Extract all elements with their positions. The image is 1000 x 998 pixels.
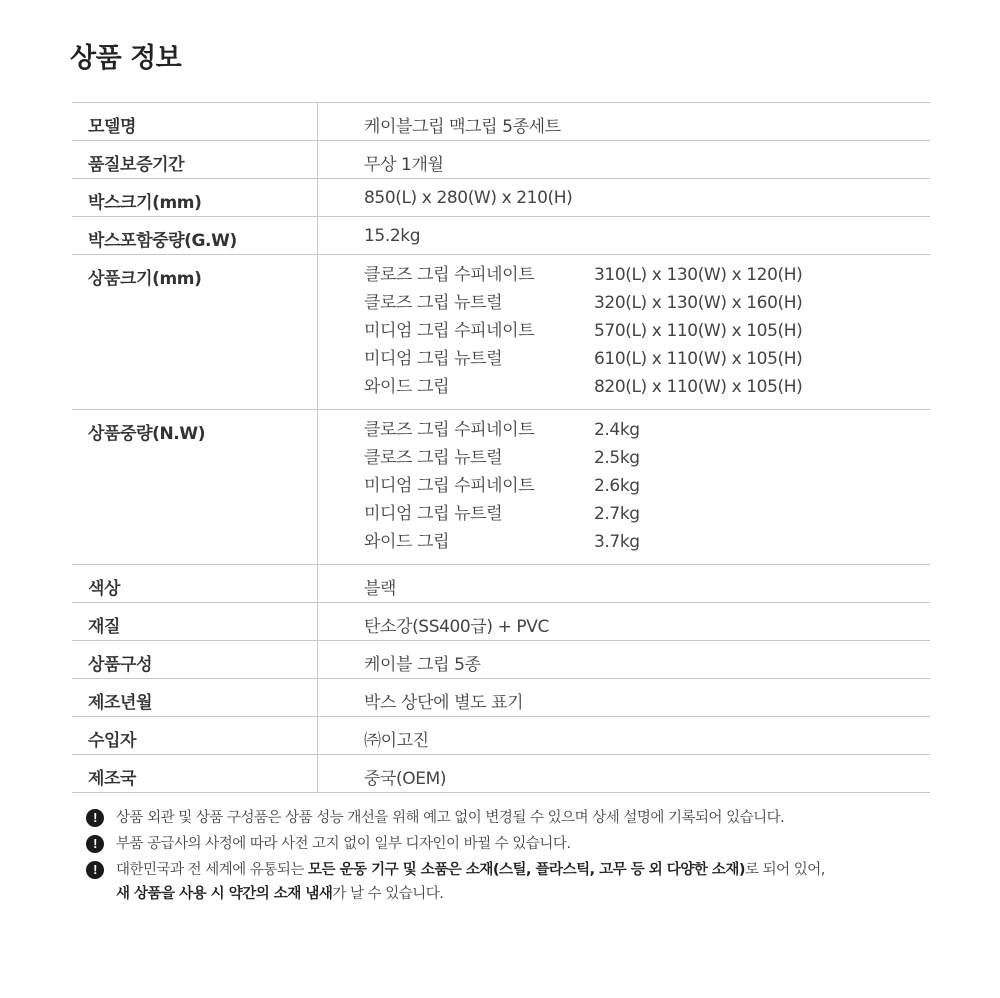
item-name: 미디엄 그립 뉴트럴 <box>364 349 503 369</box>
item-value: 310(L) x 130(W) x 120(H) <box>594 265 803 285</box>
row-value-components: 케이블 그립 5종 <box>318 641 931 679</box>
row-value-gross-weight: 15.2kg <box>318 217 931 255</box>
table-row <box>72 217 930 255</box>
list-item <box>364 529 930 557</box>
row-label-product-size: 상품크기(mm) <box>72 255 318 410</box>
row-value-model: 케이블그립 맥그립 5종세트 <box>318 103 931 141</box>
list-item <box>364 346 930 374</box>
row-value-net-weight <box>318 410 931 565</box>
product-info-table <box>72 102 930 793</box>
item-value: 3.7kg <box>594 532 640 552</box>
item-value: 320(L) x 130(W) x 160(H) <box>594 293 803 313</box>
row-label-importer: 수입자 <box>72 717 318 755</box>
item-name: 클로즈 그립 뉴트럴 <box>364 448 503 468</box>
notice-text-part: 로 되어 있어, <box>745 862 825 878</box>
notice-text-part: 대한민국과 전 세계에 유통되는 <box>116 862 309 878</box>
item-value: 2.7kg <box>594 504 640 524</box>
row-label-color: 색상 <box>72 565 318 603</box>
list-item <box>364 374 930 402</box>
list-item <box>364 262 930 290</box>
item-name: 클로즈 그립 수피네이트 <box>364 265 535 285</box>
table-row <box>72 565 930 603</box>
list-item <box>364 445 930 473</box>
notice-text-part: 가 날 수 있습니다. <box>332 886 444 902</box>
notice-item <box>86 808 946 828</box>
item-name: 클로즈 그립 수피네이트 <box>364 420 535 440</box>
exclamation-circle-icon: ! <box>86 835 104 853</box>
item-name: 와이드 그립 <box>364 377 450 397</box>
notice-item <box>86 834 946 854</box>
table-row <box>72 141 930 179</box>
table-row <box>72 179 930 217</box>
item-value: 2.4kg <box>594 420 640 440</box>
list-item <box>364 318 930 346</box>
row-label-material: 재질 <box>72 603 318 641</box>
row-label-country: 제조국 <box>72 755 318 793</box>
row-label-warranty: 품질보증기간 <box>72 141 318 179</box>
row-value-manufacture-date: 박스 상단에 별도 표기 <box>318 679 931 717</box>
notice-list <box>86 808 946 910</box>
item-value: 820(L) x 110(W) x 105(H) <box>594 377 803 397</box>
row-label-manufacture-date: 제조년월 <box>72 679 318 717</box>
notice-emphasis: 새 상품을 사용 시 약간의 소재 냄새 <box>116 886 333 902</box>
item-name: 클로즈 그립 뉴트럴 <box>364 293 503 313</box>
table-row <box>72 717 930 755</box>
notice-text: 부품 공급사의 사정에 따라 사전 고지 없이 일부 디자인이 바뀔 수 있습니다. <box>116 836 571 852</box>
item-name: 와이드 그립 <box>364 532 450 552</box>
list-item <box>364 290 930 318</box>
item-value: 2.5kg <box>594 448 640 468</box>
row-label-net-weight: 상품중량(N.W) <box>72 410 318 565</box>
table-row <box>72 255 930 410</box>
notice-emphasis: 모든 운동 기구 및 소품은 소재(스틸, 플라스틱, 고무 등 외 다양한 소재) <box>308 862 746 878</box>
list-item <box>364 473 930 501</box>
item-value: 570(L) x 110(W) x 105(H) <box>594 321 803 341</box>
item-name: 미디엄 그립 수피네이트 <box>364 476 535 496</box>
list-item <box>364 417 930 445</box>
row-label-box-size: 박스크기(mm) <box>72 179 318 217</box>
notice-text: 상품 외관 및 상품 구성품은 상품 성능 개선을 위해 예고 없이 변경될 수 있으며 상세 설명에 기록되어 있습니다. <box>116 810 785 826</box>
item-value: 610(L) x 110(W) x 105(H) <box>594 349 803 369</box>
item-name: 미디엄 그립 수피네이트 <box>364 321 535 341</box>
notice-line <box>116 884 825 904</box>
table-row <box>72 755 930 793</box>
table-row <box>72 641 930 679</box>
row-value-importer: ㈜이고진 <box>318 717 931 755</box>
list-item <box>364 501 930 529</box>
row-label-model: 모델명 <box>72 103 318 141</box>
row-value-warranty: 무상 1개월 <box>318 141 931 179</box>
page-title: 상품 정보 <box>70 43 182 74</box>
exclamation-circle-icon: ! <box>86 809 104 827</box>
row-value-country: 중국(OEM) <box>318 755 931 793</box>
row-value-material: 탄소강(SS400급) + PVC <box>318 603 931 641</box>
row-value-product-size <box>318 255 931 410</box>
item-value: 2.6kg <box>594 476 640 496</box>
notice-text <box>116 860 825 904</box>
row-value-color: 블랙 <box>318 565 931 603</box>
row-label-gross-weight: 박스포함중량(G.W) <box>72 217 318 255</box>
row-value-box-size: 850(L) x 280(W) x 210(H) <box>318 179 931 217</box>
exclamation-circle-icon: ! <box>86 861 104 879</box>
row-label-components: 상품구성 <box>72 641 318 679</box>
table-row <box>72 410 930 565</box>
notice-item <box>86 860 946 904</box>
table-row <box>72 679 930 717</box>
table-row <box>72 603 930 641</box>
item-name: 미디엄 그립 뉴트럴 <box>364 504 503 524</box>
table-row <box>72 103 930 141</box>
